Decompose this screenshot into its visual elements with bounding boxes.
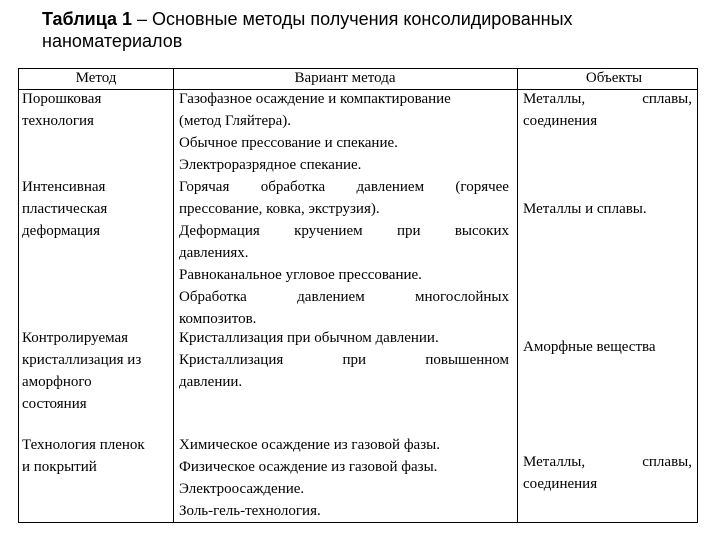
variant-cell-line-word: высоких (454, 223, 509, 239)
variant-cell-line-word: Кристаллизация (179, 352, 284, 368)
variant-cell-line (179, 155, 361, 177)
variant-cell-line-word: Золь-гель-технология. (179, 503, 321, 519)
variant-cell-line-word: Обработка (179, 289, 247, 305)
variant-cell-line-word: (горячее (455, 179, 509, 195)
variant-cell-line-word: давлениях. (179, 245, 249, 261)
variant-cell-line-word: Химическое осаждение из газовой фазы. (179, 437, 440, 453)
variant-cell-line-word: при (396, 223, 421, 239)
variant-cell-line-word: Равноканальное угловое прессование. (179, 267, 422, 283)
variant-cell-line-word: Электроосаждение. (179, 481, 305, 497)
variant-cell-line (179, 199, 380, 221)
variant-cell-line (179, 457, 437, 479)
objects-cell-line (523, 89, 692, 111)
column-divider-1 (173, 69, 174, 522)
variant-cell-line (179, 479, 304, 501)
variant-cell-line-word: Обычное прессование и спекание. (179, 135, 398, 151)
objects-cell-line-word: Аморфные вещества (523, 339, 656, 355)
objects-cell-line-word: соединения (523, 476, 598, 492)
variant-cell-line (179, 243, 249, 265)
variant-cell-line-word: давлении. (179, 374, 243, 390)
objects-cell-line-word: Металлы, (523, 91, 586, 107)
variant-cell-line-word: Физическое осаждение из газовой фазы. (179, 459, 438, 475)
caption-line-2: наноматериалов (42, 31, 183, 51)
objects-cell-line (523, 111, 597, 133)
variant-cell-line (179, 328, 439, 350)
variant-cell-line-word: композитов. (179, 311, 257, 327)
objects-cell-line-word: соединения (523, 113, 598, 129)
variant-cell-line-word: Электроразрядное спекание. (179, 157, 362, 173)
method-cell-line: Контролируемая (22, 330, 129, 346)
method-cell-line: кристаллизация из (22, 352, 142, 368)
objects-cell-line (523, 452, 692, 474)
variant-cell-line (179, 89, 451, 111)
variant-cell-line-word: прессование, ковка, экструзия). (179, 201, 380, 217)
method-cell-line: деформация (22, 223, 100, 239)
variant-cell-line (179, 350, 509, 372)
variant-cell-line-word: обработка (260, 179, 326, 195)
column-divider-2 (517, 69, 518, 522)
methods-table (18, 68, 698, 523)
objects-cell-line-word: сплавы, (642, 454, 692, 470)
variant-cell-line-word: повышенном (425, 352, 509, 368)
variant-cell-line (179, 265, 422, 287)
variant-cell-line-word: Горячая (179, 179, 230, 195)
objects-cell-line (523, 199, 647, 221)
method-cell-line: аморфного (22, 374, 92, 390)
objects-cell-line (523, 337, 656, 359)
method-cell-line: Технология пленок (22, 437, 145, 453)
variant-cell-line (179, 372, 242, 394)
variant-cell-line-word: кручением (294, 223, 363, 239)
method-cell-line: и покрытий (22, 459, 97, 475)
method-cell-line: технология (22, 113, 94, 129)
variant-cell-line-word: (метод Гляйтера). (179, 113, 292, 129)
variant-cell-line-word: при (342, 352, 367, 368)
objects-cell-line-word: Металлы, (523, 454, 586, 470)
variant-cell-line-word: давлением (297, 289, 365, 305)
variant-cell-line-word: давлением (356, 179, 425, 195)
caption-text: – Основные методы получения консолидированных (132, 9, 573, 29)
method-cell-line: пластическая (22, 201, 108, 217)
objects-cell-line-word: Металлы и сплавы. (523, 201, 647, 217)
variant-cell-line (179, 287, 509, 309)
header-variant: Вариант метода (294, 70, 396, 86)
header-method: Метод (75, 70, 117, 86)
caption-line-1 (42, 8, 702, 30)
variant-cell-line (179, 221, 509, 243)
caption-label: Таблица 1 (42, 9, 133, 29)
header-objects: Объекты (585, 70, 643, 86)
variant-cell-line-word: Газофазное осаждение и компактирование (179, 91, 451, 107)
variant-cell-line-word: Деформация (179, 223, 260, 239)
variant-cell-line (179, 133, 398, 155)
variant-cell-line (179, 501, 321, 523)
method-cell-line: Интенсивная (22, 179, 106, 195)
variant-cell-line (179, 111, 291, 133)
table-caption (42, 8, 702, 52)
objects-cell-line-word: сплавы, (642, 91, 692, 107)
variant-cell-line-word: многослойных (415, 289, 509, 305)
method-cell-line: состояния (22, 396, 87, 412)
variant-cell-line (179, 435, 440, 457)
objects-cell-line (523, 474, 597, 496)
variant-cell-line (179, 177, 509, 199)
method-cell-line: Порошковая (22, 91, 102, 107)
variant-cell-line-word: Кристаллизация при обычном давлении. (179, 330, 439, 346)
